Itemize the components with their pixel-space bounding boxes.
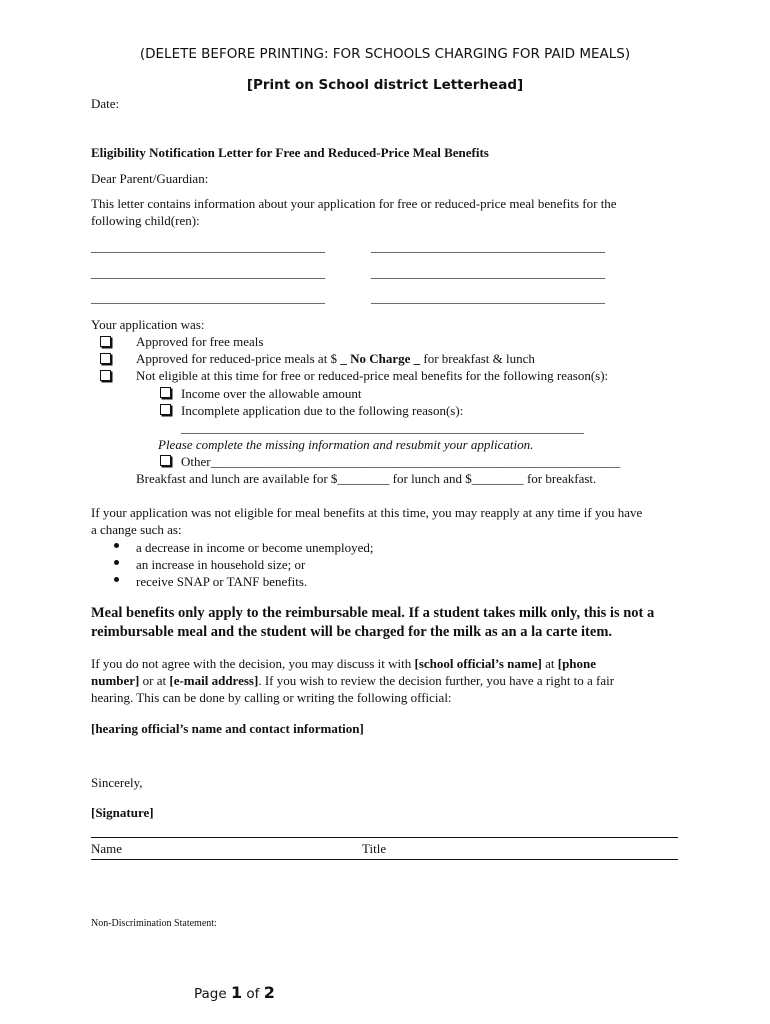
date-label: Date: [91, 96, 120, 111]
disagree-text-end: hearing. This can be done by calling or writing the following official: [91, 690, 452, 705]
signature-placeholder: [Signature] [91, 805, 154, 820]
bullet-icon [114, 543, 119, 548]
phone-placeholder-cont: number] [91, 673, 140, 688]
intro-text: This letter contains information about your application for free or reduced-price meal benefits for the [91, 196, 617, 211]
option-reduced: Approved for reduced-price meals at $ _ No Charge _ for breakfast & lunch [136, 351, 535, 366]
page-footer: Page 1 of 2 [194, 983, 275, 1002]
option-not-eligible: Not eligible at this time for free or reduced-price meal benefits for the following reason(s): [136, 368, 609, 383]
checkbox-income[interactable] [160, 387, 171, 398]
title-label: Title [362, 841, 387, 856]
hearing-official-placeholder: [hearing official’s name and contact information] [91, 721, 364, 736]
school-official-placeholder: [school official’s name] [414, 656, 542, 671]
child-blank[interactable]: ____________________________________ [91, 239, 325, 254]
nondiscrimination-label: Non-Discrimination Statement: [91, 918, 217, 929]
reason-other: Other_______________________________________________________________ [181, 454, 621, 469]
child-blank[interactable]: ____________________________________ [91, 265, 325, 280]
reduced-amount: _ No Charge _ [340, 351, 421, 366]
disagree-text: If you do not agree with the decision, you may discuss it with [school official’s name] at [phone [91, 656, 597, 671]
checkbox-other[interactable] [160, 455, 171, 466]
bullet-icon [114, 577, 119, 582]
milk-notice: Meal benefits only apply to the reimbursable meal. If a student takes milk only, this is not a [91, 605, 655, 621]
reapply-text-cont: a change such as: [91, 522, 182, 537]
resubmit-note: Please complete the missing information and resubmit your application. [158, 437, 534, 452]
application-label: Your application was: [91, 317, 205, 332]
child-blank[interactable]: ____________________________________ [91, 290, 325, 305]
closing: Sincerely, [91, 775, 143, 790]
letterhead-note: [Print on School district Letterhead] [246, 77, 524, 93]
reason-incomplete: Incomplete application due to the following reason(s): [181, 403, 464, 418]
intro-text-cont: following child(ren): [91, 213, 200, 228]
reapply-text: If your application was not eligible for meal benefits at this time, you may reapply at any time if you have [91, 505, 643, 520]
phone-placeholder: [phone [557, 656, 597, 671]
list-item: a decrease in income or become unemployed; [136, 540, 374, 555]
name-title-line [91, 859, 678, 860]
incomplete-blank[interactable]: ______________________________________________________________ [181, 420, 584, 435]
page-number: 1 [230, 983, 243, 1002]
checkbox-free[interactable] [100, 336, 111, 347]
reason-income: Income over the allowable amount [181, 386, 362, 401]
child-blank[interactable]: ____________________________________ [371, 290, 605, 305]
list-item: an increase in household size; or [136, 557, 306, 572]
child-blank[interactable]: ____________________________________ [371, 265, 605, 280]
name-label: Name [91, 841, 123, 856]
salutation: Dear Parent/Guardian: [91, 171, 209, 186]
meal-prices: Breakfast and lunch are available for $________ for lunch and $________ for breakfast. [136, 471, 597, 486]
child-blank[interactable]: ____________________________________ [371, 239, 605, 254]
signature-line [91, 837, 678, 838]
option-free: Approved for free meals [136, 334, 264, 349]
disagree-text-cont: number] or at [e-mail address]. If you wish to review the decision further, you have a right to a fair [91, 673, 615, 688]
checkbox-incomplete[interactable] [160, 404, 171, 415]
letter-title: Eligibility Notification Letter for Free and Reduced-Price Meal Benefits [91, 145, 489, 160]
delete-note: (DELETE BEFORE PRINTING: FOR SCHOOLS CHARGING FOR PAID MEALS) [139, 46, 631, 62]
list-item: receive SNAP or TANF benefits. [136, 574, 308, 589]
milk-notice-cont: reimbursable meal and the student will be charged for the milk as an a la carte item. [91, 624, 613, 640]
bullet-icon [114, 560, 119, 565]
page-total: 2 [263, 983, 275, 1002]
email-placeholder: [e-mail address] [169, 673, 259, 688]
checkbox-not-eligible[interactable] [100, 370, 111, 381]
checkbox-reduced[interactable] [100, 353, 111, 364]
